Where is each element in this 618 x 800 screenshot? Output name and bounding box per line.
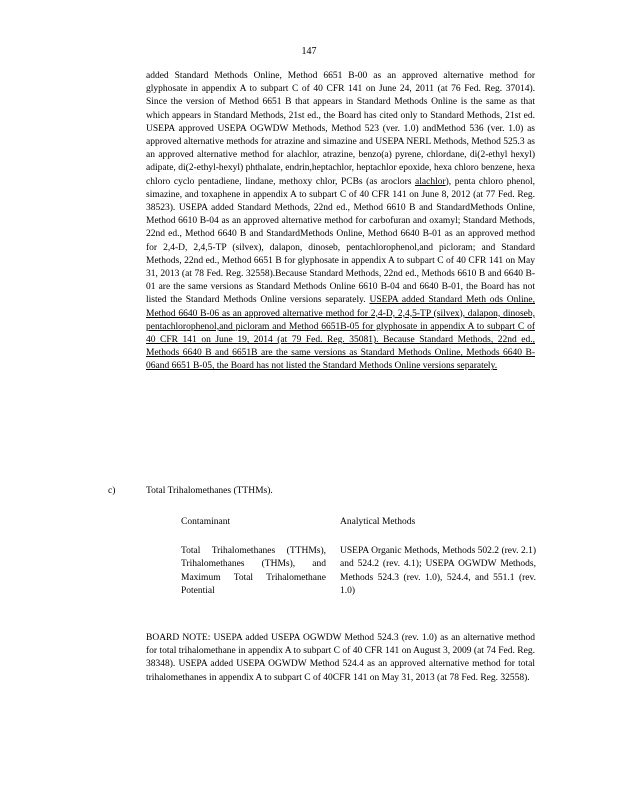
table-header-row [181,516,536,529]
methods-table [181,516,536,598]
section-heading [108,486,528,496]
section-title: Total Trihalomethanes (TTHMs). [146,486,273,496]
cell-contaminant: Total Trihalomethanes (TTHMs), Trihalomethanes (THMs), and Maximum Total Trihalomethane Potential [181,546,326,596]
board-note: BOARD NOTE: USEPA added USEPA OGWDW Method 524.3 (rev. 1.0) as an alternative method for total trihalomethane in appendix A to subpart C of 40 CFR 141 on August 3, 2009 (at 74 Fed. Reg. 38348). USEPA added USEPA OGWDW Method 524.4 as an approved alternative method for total trihalomethanes in appendix A to subpart C of 40CFR 141 on May 31, 2013 (at 78 Fed. Reg. 32558). [146,633,535,683]
body-paragraph [146,70,535,374]
paragraph-text-part2: ), penta chloro phenol, simazine, and toxaphene in appendix A to subpart C of 40 CFR 141 on June 8, 2012 (at 77 Fed. Reg. 38523). USEPA added Standard Methods, 22nd ed., Method 6610 B and StandardMethods Online, Method 6610 B-04 as an approved alternative method for carbofuran and oxamyl; Standard Methods, 22nd ed., Method 6640 B and StandardMethods Online, Method 6640 B-01 as an approved method for 2,4-D, 2,4,5-TP (silvex), dalapon, dinoseb, pentachlorophenol,and picloram; and Standard Methods, 22nd ed., Method 6651 B for glyphosate in appendix A to subpart C of 40 CFR 141 on May 31, 2013 (at 78 Fed. Reg. 32558).Because Standard Methods, 22nd ed., Methods 6610 B and 6640 B-01 are the same versions as Standard Methods Online 6610 B-04 and 6640 B-01, the Board has not listed the Standard Methods Online versions separately. [146,176,535,306]
table-row [181,545,536,598]
header-analytical-methods: Analytical Methods [340,517,416,527]
section-letter: c) [108,486,116,496]
underlined-addition: USEPA added Standard Meth ods Online, Method 6640 B-06 as an approved alternative method for 2,4-D, 2,4,5-TP (silvex), dalapon, dinoseb, pentachlorophenol,and picloram and Method 6651B-05 for glyphosate in appendix A to subpart C of 40 CFR 141 on June 19, 2014 (at 79 Fed. Reg. 35081). Because Standard Methods, 22nd ed., Methods 6640 B and 6651B are the same versions as Standard Methods Online, Methods 6640 B-06and 6651 B-05, the Board has not listed the Standard Methods Online versions separately. [146,295,535,372]
underlined-word: alachlor [415,176,446,187]
page-number: 147 [301,46,317,57]
paragraph-text-part1: added Standard Methods Online, Method 6651 B-00 as an approved alternative method for glyphosate in appendix A to subpart C of 40 CFR 141 on June 24, 2011 (at 76 Fed. Reg. 37014). Since the version of Method 6651 B that appears in Standard Methods Online is the same as that which appears in Standard Methods, 21st ed., the Board has cited only to Standard Methods, 21st ed. USEPA approved USEPA OGWDW Methods, Method 523 (ver. 1.0) andMethod 536 (ver. 1.0) as approved alternative methods for atrazine and simazine and USEPA NERL Methods, Method 525.3 as an approved alternative method for alachlor, atrazine, benzo(a) pyrene, chlordane, di(2-ethyl hexyl) adipate, di(2-ethyl-hexyl) phthalate, endrin,heptachlor, heptachlor epoxide, hexa chloro benzene, hexa chloro cyclo pentadiene, lindane, methoxy chlor, PCBs (as aroclors [146,71,535,187]
header-contaminant: Contaminant [181,517,231,527]
cell-methods: USEPA Organic Methods, Methods 502.2 (rev. 2.1) and 524.2 (rev. 4.1); USEPA OGWDW Methods, Methods 524.3 (rev. 1.0), 524.4, and 551.1 (rev. 1.0) [340,546,536,596]
